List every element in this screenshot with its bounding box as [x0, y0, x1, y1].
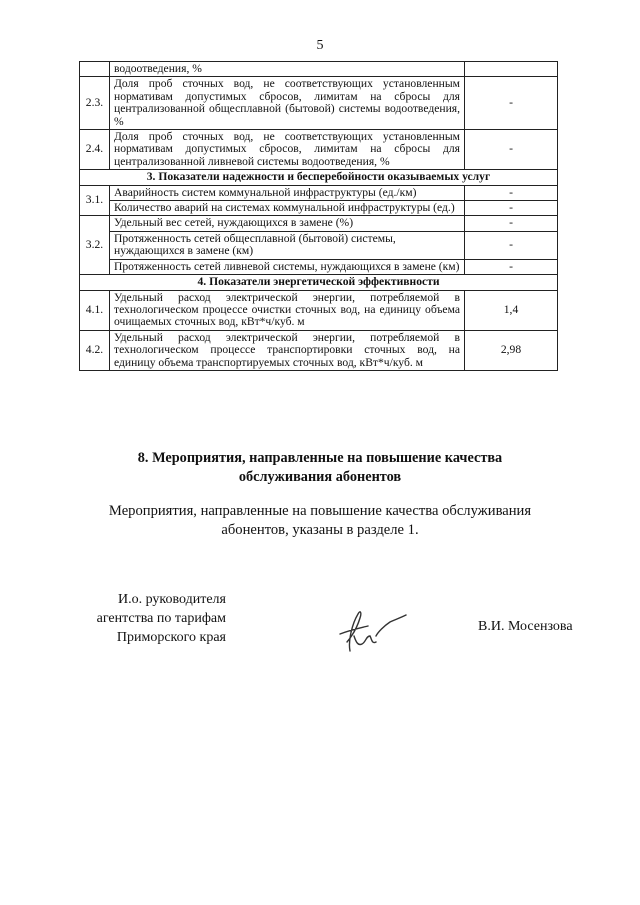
row-value: - [465, 130, 558, 170]
row-value: - [465, 201, 558, 216]
signatory-title-line: И.о. руководителя [117, 592, 226, 607]
row-value: 1,4 [465, 290, 558, 330]
table-row [80, 130, 558, 170]
table-row [80, 77, 558, 130]
row-description: Удельный расход электрической энергии, потребляемой в технологическом процессе очистки сточных вод, на единицу объема очищаемых сточных вод, кВт*ч/куб. м [110, 290, 465, 330]
table-row [80, 259, 558, 274]
signatory-name: В.И. Мосензова [478, 619, 573, 634]
row-value: - [465, 231, 558, 259]
signatory-title [76, 590, 226, 647]
row-description: Протяженность сетей общесплавной (бытовой) системы, нуждающихся в замене (км) [110, 231, 465, 259]
row-number: 3.1. [80, 185, 110, 216]
row-description: Доля проб сточных вод, не соответствующих установленным нормативам допустимых сбросов, лимитам на сбросы для централизованной общесплавной (бытовой) системы водоотведения, % [110, 77, 465, 130]
section-4-title: 4. Показатели энергетической эффективности [80, 275, 558, 290]
handwritten-signature [332, 606, 412, 656]
section-8-heading-line: 8. Мероприятия, направленные на повышение качества [137, 450, 503, 466]
row-description: водоотведения, % [110, 62, 465, 77]
section-header-row [80, 275, 558, 290]
row-description: Доля проб сточных вод, не соответствующих установленным нормативам допустимых сбросов, лимитам на сбросы для централизованной ливневой системы водоотведения, % [110, 130, 465, 170]
row-number: 3.2. [80, 216, 110, 275]
section-8-paragraph [80, 502, 560, 540]
row-number: 4.2. [80, 330, 110, 370]
row-number: 2.4. [80, 130, 110, 170]
row-description: Удельный вес сетей, нуждающихся в замене (%) [110, 216, 465, 231]
row-description: Аварийность систем коммунальной инфраструктуры (ед./км) [110, 185, 465, 200]
table-row [80, 62, 558, 77]
table-row [80, 231, 558, 259]
row-value: - [465, 185, 558, 200]
row-description: Протяженность сетей ливневой системы, нуждающихся в замене (км) [110, 259, 465, 274]
row-number: 2.3. [80, 77, 110, 130]
row-value: - [465, 216, 558, 231]
table-row [80, 290, 558, 330]
row-value: - [465, 259, 558, 274]
signatory-title-line: агентства по тарифам [96, 611, 226, 626]
table-row [80, 185, 558, 200]
row-value: 2,98 [465, 330, 558, 370]
row-number [80, 62, 110, 77]
table-row [80, 201, 558, 216]
row-description: Количество аварий на системах коммунальной инфраструктуры (ед.) [110, 201, 465, 216]
row-value: - [465, 77, 558, 130]
page-number: 5 [316, 38, 324, 53]
section-8-text-line: Мероприятия, направленные на повышение качества обслуживания [108, 503, 532, 519]
table-row [80, 216, 558, 231]
row-value [465, 62, 558, 77]
section-8-text-line: абонентов, указаны в разделе 1. [221, 522, 419, 538]
section-8-heading [80, 449, 560, 487]
table-row [80, 330, 558, 370]
section-header-row [80, 170, 558, 185]
row-description: Удельный расход электрической энергии, потребляемой в технологическом процессе транспортировки сточных вод, на единицу объема транспортируемых сточных вод, кВт*ч/куб. м [110, 330, 465, 370]
section-3-title: 3. Показатели надежности и бесперебойности оказываемых услуг [80, 170, 558, 185]
section-8-heading-line: обслуживания абонентов [238, 469, 402, 485]
row-number: 4.1. [80, 290, 110, 330]
indicators-table [79, 61, 558, 371]
signatory-title-line: Приморского края [116, 630, 226, 645]
